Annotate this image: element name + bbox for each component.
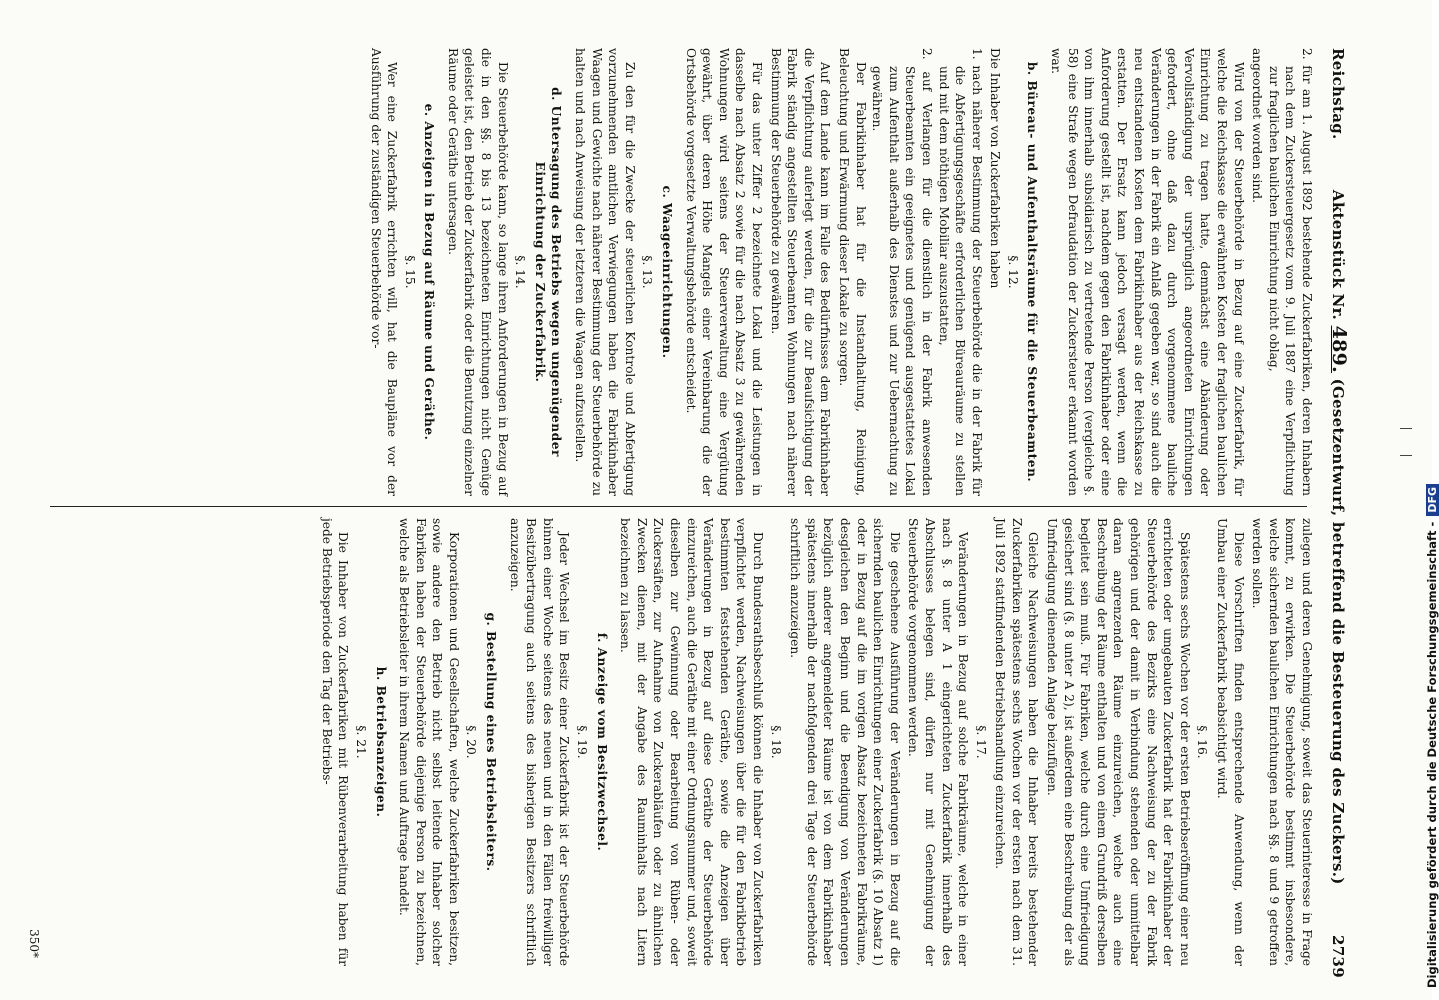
list-item: 2. für am 1. August 1892 bestehende Zuckerfabriken, deren Inhabern nach dem Zuckersteuergesetz vom 9. Juli 1887 eine Verpflichtung zur fraglichen baulichen Einrichtung nicht oblag, [1266, 48, 1314, 496]
paragraph: Die geschehene Ausführung der Veränderungen in Bezug auf die sichernden baulichen Einrichtungen einer Zuckerfabrik (§. 10 Absatz 1) oder in Bezug auf die im vorigen Absatz bezeichneten Fabrikräume, desgleichen den Beginn und die Beendigung von Veränderungen bezüglich anderer angemeldeter Räume ist von dem Fabrikinhaber spätestens innerhalb der nachfolgenden drei Tage der Steuerbehörde schriftlich anzuzeigen. [788, 518, 902, 966]
section-heading: c. Waageeinrichtungen. [660, 185, 675, 359]
paragraph: Veränderungen in Bezug auf solche Fabrikräume, welche in einer nach §. 8 unter A 1 eingerichteten Zuckerfabrik innerhalb des Abschlusses belegen sind, dürfen nur mit Genehmigung der Steuerbehörde vorgenommen werden. [906, 518, 971, 966]
paragraph: Korporationen und Gesellschaften, welche Zuckerfabriken besitzen, sowie andere den Betrieb nicht selbst leitende Inhaber solcher Fabriken haben der Steuerbehörde diejenige Person zu bezeichnen, welche als Betriebsleiter in ihrem Namen und Auftrage handelt. [397, 518, 461, 966]
page-number: 2739 [1329, 935, 1347, 978]
right-column [20, 518, 1315, 966]
paragraph: Gleiche Nachweisungen haben die Inhaber bereits bestehender Zuckerfabriken spätestens sechs Wochen vor der ersten nach dem 31. Juli 1892 stattfindenden Betriebshandlung einzureichen. [993, 518, 1041, 966]
header-left: Reichstag. [1329, 48, 1347, 140]
section-number: §. 15. [402, 255, 417, 289]
paragraph: Diese Vorschriften finden entsprechende Anwendung, wenn der Umbau einer Zuckerfabrik beabsichtigt wird. [1215, 518, 1246, 966]
header-prefix: Aktenstück Nr. [1329, 189, 1347, 321]
section-number: §. 12. [1005, 255, 1020, 289]
section-heading: h. Betriebsanzeigen. [373, 666, 388, 818]
header-subject: (Gesetzentwurf, betreffend die Besteuerung des Zuckers.) [1329, 378, 1347, 885]
paragraph: Für das unter Ziffer 2 bezeichnete Lokal und die Leistungen in dasselbe nach Absatz 2 sowie für die nach Absatz 3 zu gewährenden Wohnungen wird seitens der Steuerverwaltung eine Vergütung gewährt, über deren Höhe Mangels einer Vereinbarung die der Ortsbehörde vorgesetzte Verwaltungsbehörde entscheidet. [683, 48, 764, 496]
section-heading: g. Bestellung eines Betriebsleiters. [484, 612, 499, 872]
section-heading: b. Büreau- und Aufenthaltsräume für die Steuerbeamten. [1025, 61, 1040, 483]
margin-tick [1400, 428, 1412, 429]
section-number: §. 21. [353, 725, 368, 759]
section-heading: e. Anzeigen in Bezug auf Räume und Geräthe. [422, 103, 437, 441]
section-number: §. 13. [640, 255, 655, 289]
rotated-document-page [10, 8, 1395, 998]
list-item: 1. nach näherer Bestimmung der Steuerbehörde die in der Fabrik für die Abfertigungsgeschäfte erforderlichen Büreauräume zu stellen und mit dem nöthigen Mobiliar auszustatten, [936, 48, 984, 496]
paragraph: Spätestens sechs Wochen vor der ersten Betriebseröffnung einer neu errichteten oder umgebauten Zuckerfabrik hat der Fabrikinhaber der Steuerbehörde des Bezirks eine Nachweisung der zu der Fabrik gehörigen und der damit in Verbindung stehenden oder unmittelbar daran angrenzenden Räume einzureichen, welche auch eine Beschreibung der Räume enthalten und von einem Grundriß derselben begleitet sein muß. Für Fabriken, welche durch eine Umfriedigung gesichert sind (§. 8 unter A 2), ist außerdem eine Beschreibung der als Umfriedigung dienenden Anlage beizufügen. [1045, 518, 1192, 966]
dfg-logo: DFG [1426, 484, 1439, 516]
section-number: §. 19. [575, 725, 590, 759]
section-number: §. 18. [768, 725, 783, 759]
paragraph: Durch Bundesrathsbeschluß können die Inhaber von Zuckerfabriken verpflichtet werden, Nachweisungen über die für den Fabrikbetrieb bestimmten feststehenden Geräthe, sowie die Anzeigen über Veränderungen in Bezug auf diese Geräthe der Steuerbehörde einzureichen, auch die Geräthe mit einer Ordnungsnummer und, soweit dieselben zur Gewinnung oder Bearbeitung von Rüben- oder Zuckersäften, zur Aufnahme von Zuckerabläufen oder zu ähnlichen Zwecken dienen, mit der Angabe des Rauminhalts nach Litern bezeichnen zu lassen. [618, 518, 765, 966]
signature-mark: 350* [27, 929, 42, 958]
column-divider [50, 506, 1307, 507]
paragraph: Der Fabrikinhaber hat für die Instandhaltung, Reinigung, Beleuchtung und Erwärmung dieser Lokale zu sorgen. [836, 48, 868, 496]
paragraph: Jeder Wechsel im Besitz einer Zuckerfabrik ist der Steuerbehörde binnen einer Woche seitens des neuen und in den Fällen freiwilliger Besitzübertragung auch seitens des bisherigen Besitzers schriftlich anzuzeigen. [507, 518, 572, 966]
paragraph: Auf dem Lande kann im Falle des Bedürfnisses dem Fabrikinhaber die Verpflichtung auferlegt werden, für die zur Beaufsichtigung der Fabrik ständig angestellten Steuerbeamten Wohnungen nach näherer Bestimmung der Steuerbehörde zu gewähren. [768, 48, 833, 496]
section-heading: f. Anzeige vom Besitzwechsel. [594, 632, 609, 852]
paragraph: Zu den für die Zwecke der steuerlichen Kontrole und Abfertigung vorzunehmenden amtlichen Verwiegungen haben die Fabrikinhaber Waagen und Gewichte nach näherer Bestimmung der Steuerbehörde zu halten und nach Anweisung der letzteren die Waagen aufzustellen. [573, 48, 637, 496]
paragraph: zulegen und deren Genehmigung, soweit das Steuerinteresse in Frage kommt, zu erwirken. Die Steuerbehörde bestimmt insbesondere, welche sichernden baulichen Einrichtungen nach §§. 8 und 9 getroffen werden sollen. [1250, 518, 1314, 966]
paragraph: angeordnet worden sind. [1250, 48, 1265, 203]
paragraph: Die Inhaber von Zuckerfabriken haben [988, 48, 1003, 289]
section-number: §. 17. [973, 725, 988, 759]
left-column [20, 48, 1315, 496]
margin-tick [1400, 455, 1412, 456]
section-number: §. 20. [464, 725, 479, 759]
section-number: §. 16. [1195, 725, 1210, 759]
paragraph: Die Steuerbehörde kann, so lange ihren Anforderungen in Bezug auf die in den §§. 8 bis 13 bezeichneten Einrichtungen nicht Genüge geleistet ist, den Betrieb der Zuckerfabrik oder die Benutzung einzelner Räume oder Geräthe untersagen. [445, 48, 510, 496]
header-title [1325, 140, 1351, 935]
paragraph: Wer eine Zuckerfabrik errichten will, hat die Baupläne vor der Ausführung der zuständigen Steuerbehörde vor- [368, 48, 400, 496]
credit-text: Digitalisierung gefördert durch die Deutsche Forschungsgemeinschaft - [1425, 521, 1439, 988]
section-heading: d. Untersagung des Betriebs wegen ungenügender Einrichtung der Zuckerfabrik. [532, 87, 564, 457]
digitization-credit [1425, 484, 1439, 988]
paragraph: Die Inhaber von Zuckerfabriken mit Rübenverarbeitung haben für jede Betriebsperiode den Tag der Betriebs- [319, 518, 351, 966]
list-item: 2. auf Verlangen für die dienstlich in der Fabrik anwesenden Steuerbeamten ein geeignetes und genügend ausgestattetes Lokal zum Aufenthalt außerhalb des Dienstes und zur Uebernachtung zu gewähren. [870, 48, 934, 496]
running-header [1321, 48, 1351, 978]
paragraph: Wird von der Steuerbehörde in Bezug auf eine Zuckerfabrik, für welche die Reichskasse die erwähnten Kosten der fraglichen baulichen Einrichtung zu tragen hatte, demnächst eine Abänderung oder Vervollständigung der ursprünglich angeordneten Einrichtungen gefordert, ohne daß dazu durch vorgenommene bauliche Veränderungen in der Fabrik ein Anlaß gegeben war, so sind auch die neu entstandenen Kosten dem Fabrikinhaber aus der Reichskasse zu erstatten. Der Ersatz kann jedoch versagt werden, wenn die Anforderung gestellt ist, nachdem gegen den Fabrikinhaber oder eine von ihm innerhalb subsidiarisch zu vertretende Person (vergleiche §. 58) eine Strafe wegen Defraudation der Zuckersteuer erkannt worden war. [1049, 48, 1246, 496]
document-number: 489. [1328, 325, 1350, 374]
section-number: §. 14. [513, 255, 528, 289]
